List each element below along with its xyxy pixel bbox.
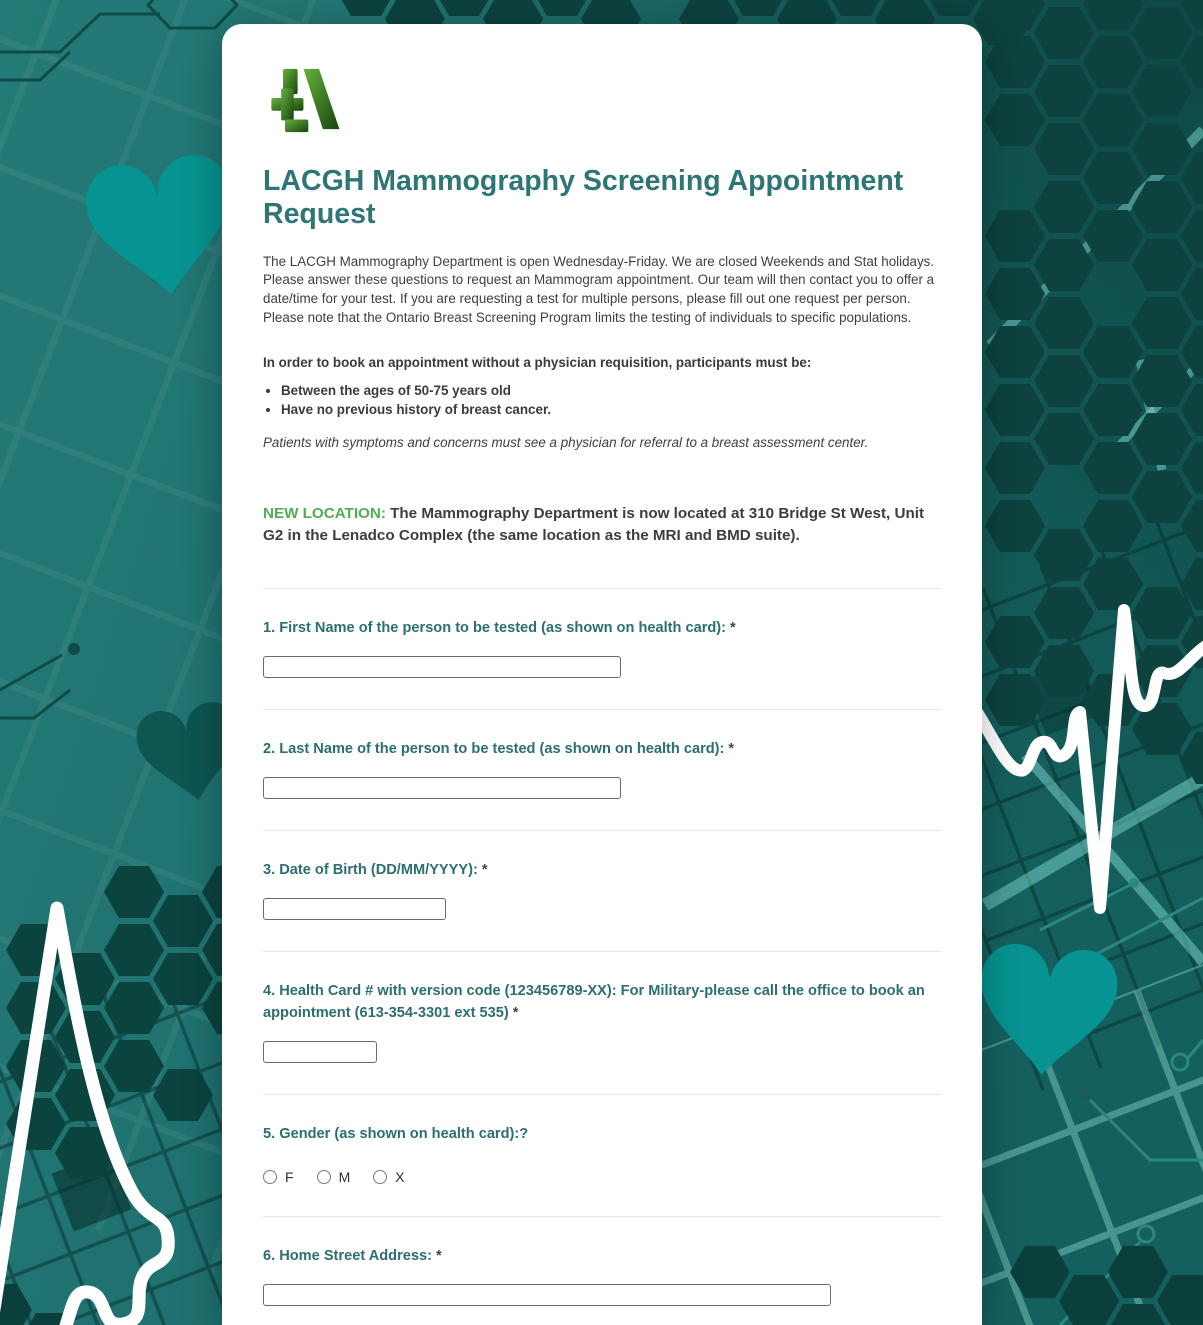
required-asterisk: * xyxy=(730,620,736,637)
date-of-birth-input[interactable] xyxy=(263,898,446,920)
question-date-of-birth xyxy=(263,831,941,952)
gender-option-f xyxy=(263,1169,294,1185)
location-highlight: NEW LOCATION: xyxy=(263,505,386,523)
gender-option-x xyxy=(373,1169,404,1185)
question-label: 2. Last Name of the person to be tested (as shown on health card): * xyxy=(263,740,735,757)
question-label: 6. Home Street Address: * xyxy=(263,1248,442,1265)
letter-a-with-cross-icon xyxy=(271,69,339,132)
gender-option-label: X xyxy=(395,1169,405,1186)
home-street-address-input[interactable] xyxy=(263,1284,831,1306)
gender-radio-group xyxy=(263,1169,941,1185)
question-label: 5. Gender (as shown on health card):? xyxy=(263,1125,529,1142)
required-asterisk: * xyxy=(435,1248,442,1265)
first-name-input[interactable] xyxy=(263,656,621,678)
required-asterisk: * xyxy=(481,861,488,878)
question-label: 4. Health Card # with version code (123456789-XX): For Military-please call the office to book an appointment (613-354-3301 ext 535) * xyxy=(263,982,925,1021)
gender-option-label: M xyxy=(338,1169,351,1186)
form-card xyxy=(222,24,982,1325)
location-notice xyxy=(263,503,941,547)
question-last-name xyxy=(263,710,941,831)
question-label: 3. Date of Birth (DD/MM/YYYY): * xyxy=(263,861,488,878)
eligibility-list xyxy=(263,381,941,419)
eligibility-heading: In order to book an appointment without a physician requisition, participants must be: xyxy=(263,355,812,371)
question-gender xyxy=(263,1095,941,1218)
eligibility-item: • Between the ages of 50-75 years old xyxy=(281,381,941,400)
page-title: LACGH Mammography Screening Appointment Request xyxy=(263,165,904,231)
required-asterisk: * xyxy=(512,1004,519,1021)
question-first-name xyxy=(263,589,941,710)
gender-option-label: F xyxy=(285,1169,294,1186)
eligibility-item: • Have no previous history of breast cancer. xyxy=(281,400,941,419)
symptoms-note: Patients with symptoms and concerns must see a physician for referral to a breast assessment center. xyxy=(263,435,869,451)
question-health-card xyxy=(263,952,941,1095)
last-name-input[interactable] xyxy=(263,777,621,799)
question-home-address xyxy=(263,1217,941,1325)
location-text: The Mammography Department is now located at 310 Bridge St West, Unit G2 in the Lenadco Complex (the same location as the MRI and BMD suite). xyxy=(263,505,925,545)
intro-paragraph: The LACGH Mammography Department is open Wednesday-Friday. We are closed Weekends and Stat holidays. Please answer these questions to request an Mammogram appointment. Our team will then contact you to offer a date/time for your test. If you are requesting a test for multiple persons, please fill out one request per person. Please note that the Ontario Breast Screening Program limits the testing of individuals to specific populations. xyxy=(263,253,935,325)
gender-radio-x[interactable] xyxy=(373,1170,387,1184)
hospital-logo xyxy=(263,65,340,135)
question-label: 1. First Name of the person to be tested (as shown on health card): * xyxy=(263,620,736,637)
gender-option-m xyxy=(317,1169,351,1185)
health-card-input[interactable] xyxy=(263,1041,377,1063)
gender-radio-f[interactable] xyxy=(263,1170,277,1184)
gender-radio-m[interactable] xyxy=(317,1170,331,1184)
required-asterisk: * xyxy=(728,740,735,757)
